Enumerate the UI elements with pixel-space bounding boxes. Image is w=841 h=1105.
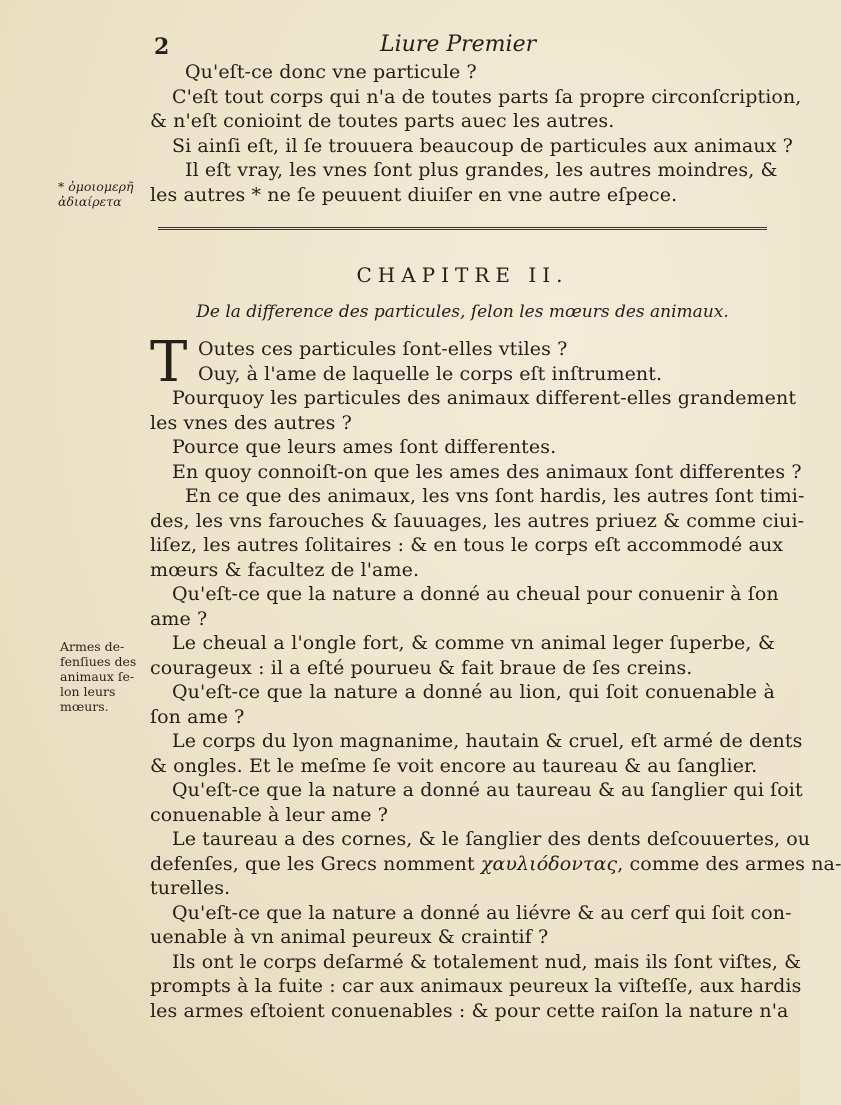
text-line: Pourquoy les particules des animaux different-elles grandement (172, 387, 797, 409)
running-head: Liure Premier (380, 32, 537, 57)
text-line: courageux : il a eſté pourueu & fait braue de ſes creins. (150, 656, 693, 679)
margin-greek-line: ἀδιαίρετα (58, 194, 122, 209)
text-line: Qu'eſt-ce que la nature a donné au lion, qui ſoit conuenable à (172, 681, 775, 703)
margin-note-greek (58, 179, 150, 209)
text-line: les vnes des autres ? (150, 411, 352, 434)
text-line: En ce que des animaux, les vns ſont hardis, les autres ſont timi- (185, 485, 805, 507)
text-line: Le taureau a des cornes, & le ſanglier des dents deſcouuertes, ou (172, 828, 811, 850)
margin-armes-line: lon leurs (60, 684, 116, 699)
text-line: Il eſt vray, les vnes ſont plus grandes, les autres moindres, & (185, 159, 778, 181)
text-line: En quoy connoiſt-on que les ames des animaux ſont differentes ? (172, 460, 802, 483)
chapter-title: CHAPITRE II. (356, 263, 569, 287)
margin-greek-line: * ὁμοιομερῆ (58, 179, 134, 194)
text-line: uenable à vn animal peureux & craintif ? (150, 926, 549, 948)
text-segment: defenſes, que les Grecs nomment (150, 852, 475, 875)
first-paragraph (150, 330, 775, 395)
section-divider (150, 207, 775, 253)
text-line: des, les vns farouches & ſauuages, les autres priuez & comme ciui- (150, 509, 805, 532)
page-header (150, 30, 775, 60)
text-line: Pource que leurs ames ſont differentes. (172, 436, 557, 458)
margin-armes-line: fenſiues des (60, 654, 137, 669)
text-line: Si ainſi eſt, il ſe trouuera beaucoup de particules aux animaux ? (172, 134, 793, 157)
text-line: Le corps du lyon magnanime, hautain & cruel, eſt armé de dents (172, 730, 803, 752)
text-line (150, 852, 841, 877)
margin-armes-line: mœurs. (60, 699, 109, 714)
margin-armes-line: animaux ſe- (60, 669, 135, 684)
text-line: & n'eſt conioint de toutes parts auec les autres. (150, 110, 615, 132)
text-line: & ongles. Et le meſme ſe voit encore au taureau & au ſanglier. (150, 754, 758, 777)
double-rule (158, 227, 767, 230)
text-line: Ils ont le corps deſarmé & totalement nud, mais ils ſont viſtes, & (172, 950, 802, 973)
text-line: Qu'eſt-ce que la nature a donné au liévre & au cerf qui ſoit con- (172, 901, 792, 924)
text-line: les armes eſtoient conuenables : & pour cette raiſon la nature n'a (150, 999, 789, 1022)
text-line: ame ? (150, 607, 208, 630)
text-segment: , comme des armes na- (617, 852, 841, 875)
text-line: Ouy, à l'ame de laquelle le corps eſt inſtrument. (198, 362, 663, 385)
margin-armes-line: Armes de- (60, 639, 125, 654)
text-line: mœurs & facultez de l'ame. (150, 558, 420, 581)
text-line: les autres * ne ſe peuuent diuiſer en vne autre eſpece. (150, 183, 678, 206)
text-line: Outes ces particules ſont-elles vtiles ? (198, 338, 568, 360)
margin-note-armes (60, 639, 152, 714)
text-line: liſez, les autres ſolitaires : & en tous le corps eſt accommodé aux (150, 534, 784, 556)
text-line: Le cheual a l'ongle fort, & comme vn animal leger ſuperbe, & (172, 632, 775, 654)
text-line: conuenable à leur ame ? (150, 803, 389, 826)
greek-word: χαυλιόδοντας (480, 852, 618, 875)
page-body (150, 60, 841, 1023)
text-line: ſon ame ? (150, 705, 245, 728)
text-line: prompts à la fuite : car aux animaux peureux la viſteſſe, aux hardis (150, 975, 802, 997)
text-line: Qu'eſt-ce que la nature a donné au taureau & au ſanglier qui ſoit (172, 779, 803, 801)
text-line: Qu'eſt-ce que la nature a donné au cheual pour conuenir à ſon (172, 583, 779, 605)
chapter-subtitle: De la difference des particules, ſelon les mœurs des animaux. (196, 302, 729, 322)
drop-cap: T (150, 330, 188, 395)
text-line: Qu'eſt-ce donc vne particule ? (185, 61, 477, 83)
page-number: 2 (154, 34, 170, 60)
text-line: turelles. (150, 877, 231, 899)
text-line: C'eſt tout corps qui n'a de toutes parts ſa propre circonſcription, (172, 85, 802, 108)
